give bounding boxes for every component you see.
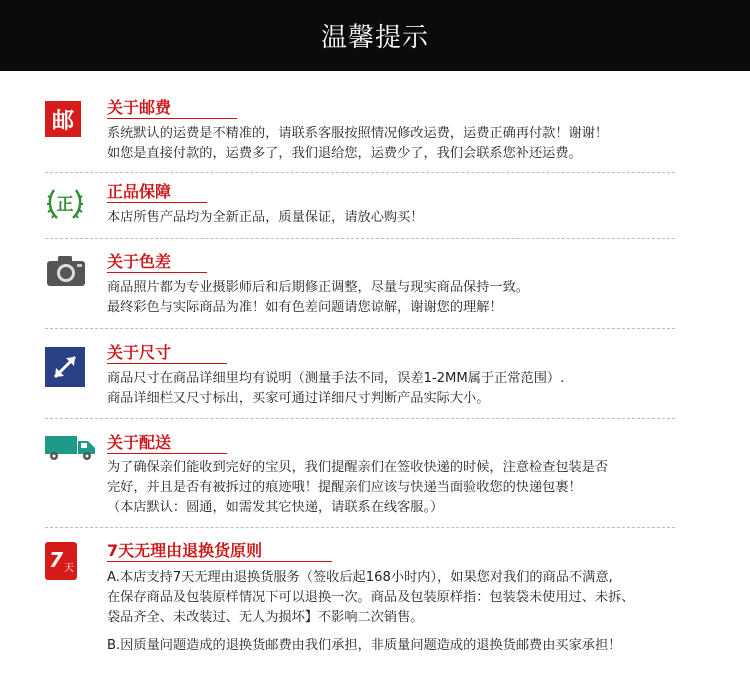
title-underline xyxy=(107,453,227,454)
postage-icon xyxy=(45,101,81,137)
section-divider xyxy=(45,238,675,239)
body-line: 袋品齐全、未改装过、无人为损坏】不影响二次销售。 xyxy=(107,610,424,625)
section-title-postage: 关于邮费 xyxy=(107,98,172,117)
body-line: A.本店支持7天无理由退换货服务（签收后起168小时内），如果您对我们的商品不满意, xyxy=(107,570,613,585)
seven-day-icon-number: 7 xyxy=(49,548,63,572)
body-line: 最终彩色与实际商品为准！如有色差问题请您谅解，谢谢您的理解！ xyxy=(107,300,503,315)
body-line: 商品详细栏又尺寸标出，买家可通过详细尺寸判断产品实际大小。 xyxy=(107,391,490,406)
resize-arrow-icon xyxy=(45,347,85,387)
title-underline xyxy=(107,272,207,273)
section-body-return-policy xyxy=(107,568,707,656)
title-underline xyxy=(107,561,332,562)
section-divider xyxy=(45,527,675,528)
body-line: 在保存商品及包装原样情况下可以退换一次。商品及包装原样指：包装袋未使用过、未拆、 xyxy=(107,590,635,605)
delivery-truck-icon xyxy=(45,434,97,462)
body-line: 如您是直接付款的，运费多了，我们退给您，运费少了，我们会联系您补还运费。 xyxy=(107,146,582,161)
seven-day-return-icon xyxy=(45,542,77,580)
body-line: 为了确保亲们能收到完好的宝贝，我们提醒亲们在签收快递的时候，注意检查包装是否 xyxy=(107,460,609,475)
body-line: 商品照片都为专业摄影师后和后期修正调整，尽量与现实商品保持一致。 xyxy=(107,280,529,295)
section-title-delivery: 关于配送 xyxy=(107,433,172,452)
section-title-authentic: 正品保障 xyxy=(107,182,172,201)
resize-arrow-shape xyxy=(45,347,85,387)
body-line: （本店默认：圆通，如需发其它快递，请联系在线客服。） xyxy=(107,500,444,515)
postage-icon-char: 邮 xyxy=(51,108,74,134)
section-body-postage xyxy=(107,124,707,164)
section-divider xyxy=(45,328,675,329)
title-underline xyxy=(107,363,227,364)
authentic-guarantee-icon xyxy=(45,184,85,224)
truck-shape xyxy=(45,434,97,462)
body-line: 本店所售产品均为全新正品，质量保证，请放心购买！ xyxy=(107,210,424,225)
body-line: 商品尺寸在商品详细里均有说明（测量手法不同，误差1-2MM属于正常范围）. xyxy=(107,371,565,386)
section-divider xyxy=(45,172,675,173)
section-body-size xyxy=(107,369,707,409)
section-title-size: 关于尺寸 xyxy=(107,343,172,362)
body-line: 完好，并且是否有被拆过的痕迹哦！提醒亲们应该与快递当面验收您的快递包裹！ xyxy=(107,480,582,495)
seven-day-icon-sub: 天 xyxy=(64,563,74,574)
section-divider xyxy=(45,418,675,419)
title-underline xyxy=(107,202,207,203)
section-title-color: 关于色差 xyxy=(107,252,172,271)
authentic-icon-char: 正 xyxy=(56,195,74,215)
section-body-color xyxy=(107,278,707,318)
section-body-delivery xyxy=(107,458,707,518)
camera-icon xyxy=(45,254,87,288)
header-bar xyxy=(0,0,750,71)
section-body-authentic xyxy=(107,208,707,228)
page-title: 温馨提示 xyxy=(320,23,429,53)
body-line: 系统默认的运费是不精准的，请联系客服按照情况修改运费，运费正确再付款！谢谢！ xyxy=(107,126,609,141)
section-title-return-policy: 7天无理由退换货原则 xyxy=(107,541,263,560)
camera-shape xyxy=(45,254,87,288)
body-line: B.因质量问题造成的退换货邮费由我们承担，非质量问题造成的退换货邮费由买家承担！ xyxy=(107,638,622,653)
title-underline xyxy=(107,118,237,119)
